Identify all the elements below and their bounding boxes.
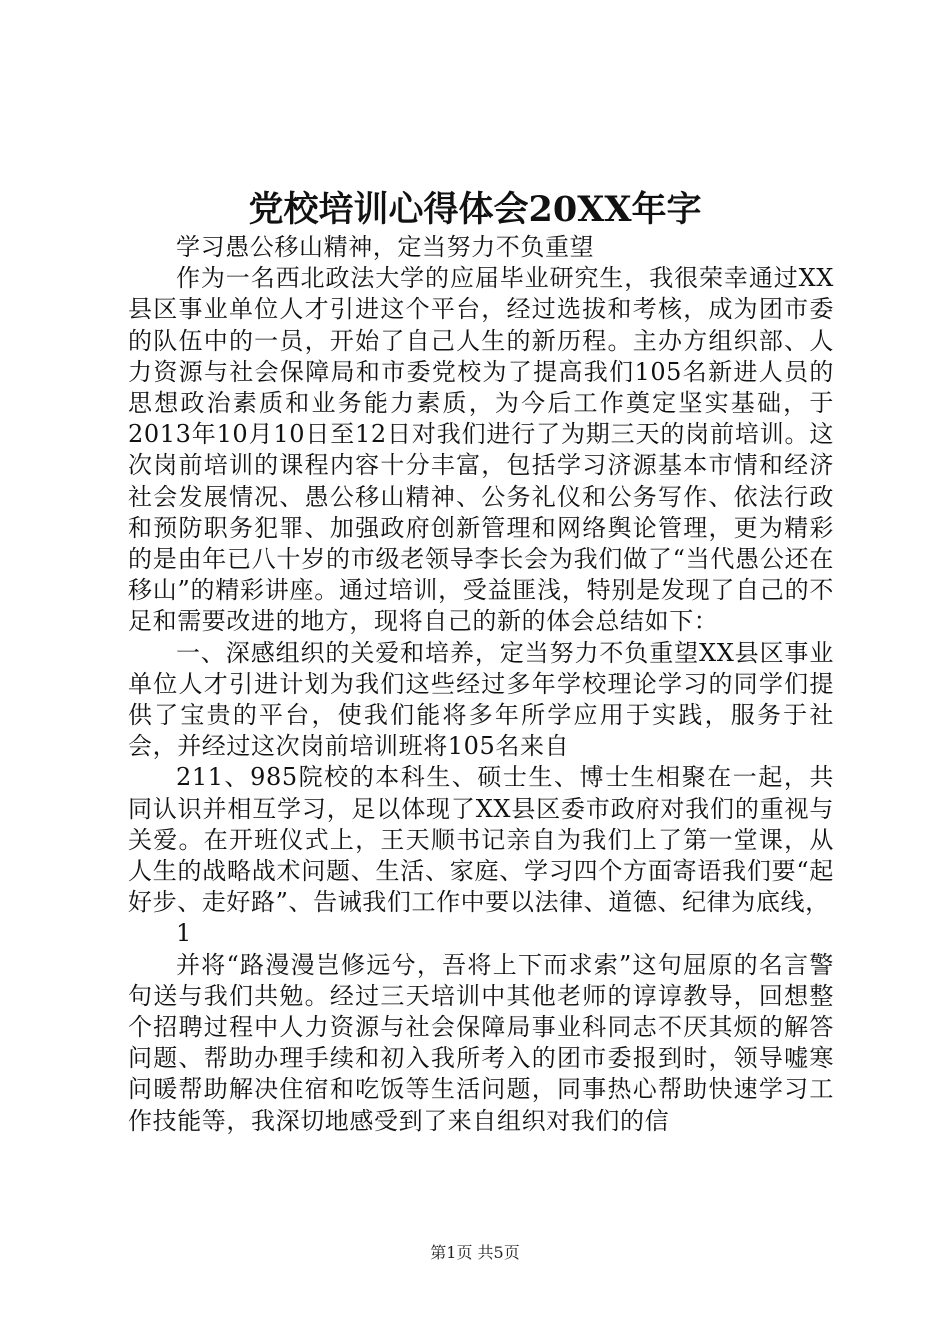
paragraph: 作为一名西北政法大学的应届毕业研究生，我很荣幸通过XX县区事业单位人才引进这个平台，经过选拔和考核，成为团市委的队伍中的一员，开始了自己人生的新历程。主办方组织部、人力资源与社会保障局和市委党校为了提高我们105名新进人员的思想政治素质和业务能力素质，为今后工作奠定坚实基础，于2013年10月10日至12日对我们进行了为期三天的岗前培训。这次岗前培训的课程内容十分丰富，包括学习济源基本市情和经济社会发展情况、愚公移山精神、公务礼仪和公务写作、依法行政和预防职务犯罪、加强政府创新管理和网络舆论管理，更为精彩的是由年已八十岁的市级老领导李长会为我们做了“当代愚公还在移山”的精彩讲座。通过培训，受益匪浅，特别是发现了自己的不足和需要改进的地方，现将自己的新的体会总结如下： [128,264,834,636]
document-body [128,232,834,1137]
paragraph: 一、深感组织的关爱和培养，定当努力不负重望XX县区事业单位人才引进计划为我们这些经过多年学校理论学习的同学们提供了宝贵的平台，使我们能将多年所学应用于实践，服务于社会，并经过这次岗前培训班将105名来自 [128,638,834,761]
document-title: 党校培训心得体会20XX年字 [248,189,702,230]
paragraph: 211、985院校的本科生、硕士生、博士生相聚在一起，共同认识并相互学习，足以体现了XX县区委市政府对我们的重视与关爱。在开班仪式上，王天顺书记亲自为我们上了第一堂课，从人生的战略战术问题、生活、家庭、学习四个方面寄语我们要“起好步、走好路”、告诫我们工作中要以法律、道德、纪律为底线， [128,763,834,917]
paragraph-subtitle: 学习愚公移山精神，定当努力不负重望 [176,233,595,261]
page-footer: 第1页 共5页 [430,1243,520,1262]
paragraph: 并将“路漫漫岂修远兮，吾将上下而求索”这句屈原的名言警句送与我们共勉。经过三天培训中其他老师的谆谆教导，回想整个招聘过程中人力资源与社会保障局事业科同志不厌其烦的解答问题、帮助办理手续和初入我所考入的团市委报到时，领导嘘寒问暖帮助解决住宿和吃饭等生活问题，同事热心帮助快速学习工作技能等，我深切地感受到了来自组织对我们的信 [128,950,834,1135]
inline-page-number: 1 [176,919,192,948]
